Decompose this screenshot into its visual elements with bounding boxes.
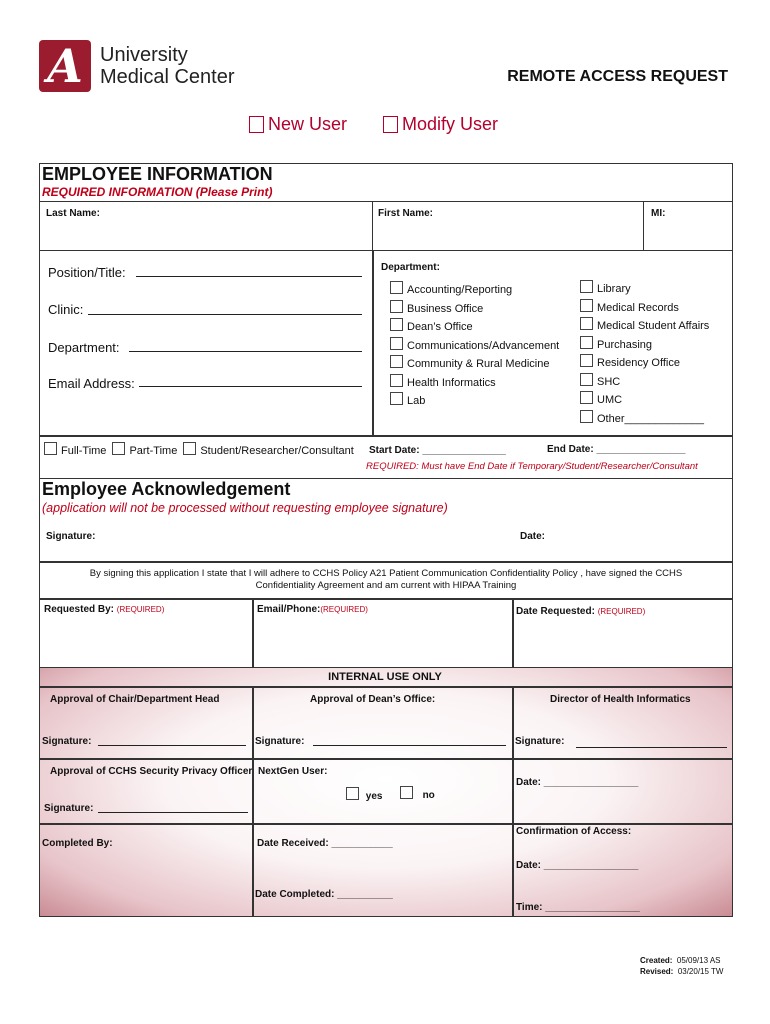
last-name-label: Last Name: xyxy=(46,208,100,219)
new-user-option[interactable] xyxy=(249,114,347,135)
director-label: Director of Health Informatics xyxy=(550,694,691,705)
divider xyxy=(252,598,254,668)
dept-option[interactable]: Business Office xyxy=(390,300,559,319)
divider xyxy=(39,823,733,825)
dept-option[interactable]: Residency Office xyxy=(580,354,709,373)
confirmation-time[interactable]: Time: _________________ xyxy=(516,902,640,913)
position-label: Position/Title: xyxy=(48,265,126,280)
dept-option[interactable]: Medical Student Affairs xyxy=(580,317,709,336)
logo-mark: A xyxy=(39,40,91,92)
requested-by[interactable]: Requested By: (REQUIRED) xyxy=(44,604,165,615)
checkbox[interactable] xyxy=(580,317,593,330)
employment-option[interactable]: Full-Time xyxy=(44,442,106,457)
divider xyxy=(512,598,514,668)
dept-option[interactable]: Dean’s Office xyxy=(390,318,559,337)
end-date[interactable]: End Date: ________________ xyxy=(547,444,686,455)
checkbox[interactable] xyxy=(400,786,413,799)
divider xyxy=(39,758,733,760)
checkbox[interactable] xyxy=(580,410,593,423)
policy-statement: By signing this application I state that I will adhere to CCHS Policy A21 Patient Communication Confidentiality Policy , have signed the CCHS Confidentiality Agreement and am current with HIPAA Training xyxy=(89,568,683,591)
checkbox[interactable] xyxy=(580,354,593,367)
date-requested[interactable]: Date Requested: (REQUIRED) xyxy=(516,606,646,617)
director-signature-label: Signature: xyxy=(515,736,565,747)
completed-by-label: Completed By: xyxy=(42,838,113,849)
modify-user-label: Modify User xyxy=(402,114,499,134)
first-name-label: First Name: xyxy=(378,208,434,219)
nextgen-yes[interactable]: yes xyxy=(346,787,382,802)
checkbox[interactable] xyxy=(44,442,57,455)
employment-option[interactable]: Part-Time xyxy=(112,442,177,457)
new-user-label: New User xyxy=(268,114,348,134)
dept-list-right xyxy=(580,280,709,428)
checkbox[interactable] xyxy=(390,374,403,387)
divider xyxy=(372,250,374,436)
dept-option[interactable]: Library xyxy=(580,280,709,299)
confirmation-label: Confirmation of Access: xyxy=(516,826,632,837)
checkbox[interactable] xyxy=(346,787,359,800)
acknowledgement-heading: Employee Acknowledgement xyxy=(42,479,291,499)
checkbox[interactable] xyxy=(183,442,196,455)
document-title: REMOTE ACCESS REQUEST xyxy=(507,68,728,85)
dept-option[interactable]: Accounting/Reporting xyxy=(390,281,559,300)
employment-option[interactable]: Student/Researcher/Consultant xyxy=(183,442,353,457)
end-date-note: REQUIRED: Must have End Date if Temporary/Student/Researcher/Consultant xyxy=(366,461,698,472)
org-name xyxy=(100,44,235,88)
start-date[interactable]: Start Date: _______________ xyxy=(369,445,506,456)
org-line2: Medical Center xyxy=(100,66,235,88)
email-input[interactable] xyxy=(139,386,362,387)
clinic-label: Clinic: xyxy=(48,302,84,317)
director-date[interactable]: Date: _________________ xyxy=(516,777,639,788)
dept-option[interactable]: SHC xyxy=(580,373,709,392)
date-received[interactable]: Date Received: ___________ xyxy=(257,838,393,849)
employee-heading: EMPLOYEE INFORMATION xyxy=(42,164,273,184)
cchs-signature-input[interactable] xyxy=(98,812,248,813)
org-line1: University xyxy=(100,44,188,66)
dean-signature-input[interactable] xyxy=(313,745,506,746)
mi-label: MI: xyxy=(651,208,666,219)
modify-user-checkbox[interactable] xyxy=(383,116,398,133)
director-signature-input[interactable] xyxy=(576,747,727,748)
required-note: REQUIRED INFORMATION (Please Print) xyxy=(42,185,273,199)
department-input[interactable] xyxy=(129,351,362,352)
confirmation-date[interactable]: Date: _________________ xyxy=(516,860,639,871)
dept-option[interactable]: Community & Rural Medicine xyxy=(390,355,559,374)
cchs-signature-label: Signature: xyxy=(44,803,94,814)
approval-chair-label: Approval of Chair/Department Head xyxy=(50,694,220,705)
dean-signature-label: Signature: xyxy=(255,736,305,747)
dept-option[interactable]: Other_____________ xyxy=(580,410,709,429)
signature-label: Signature: xyxy=(46,531,96,542)
department-label: Department: xyxy=(48,340,120,355)
approval-cchs-label: Approval of CCHS Security Privacy Officer xyxy=(50,766,253,777)
dept-option[interactable]: UMC xyxy=(580,391,709,410)
date-label: Date: xyxy=(520,531,546,542)
internal-heading: INTERNAL USE ONLY xyxy=(328,671,442,683)
checkbox[interactable] xyxy=(390,355,403,368)
chair-signature-label: Signature: xyxy=(42,736,92,747)
dept-list-left xyxy=(390,281,559,411)
email-label: Email Address: xyxy=(48,376,135,391)
position-input[interactable] xyxy=(136,276,362,277)
divider xyxy=(252,686,254,917)
divider xyxy=(39,598,733,600)
chair-signature-input[interactable] xyxy=(98,745,246,746)
acknowledgement-note: (application will not be processed without requesting employee signature) xyxy=(42,501,448,515)
dept-option[interactable]: Lab xyxy=(390,392,559,411)
divider xyxy=(39,561,733,563)
dept-option[interactable]: Purchasing xyxy=(580,336,709,355)
checkbox[interactable] xyxy=(580,280,593,293)
dept-option[interactable]: Health Informatics xyxy=(390,374,559,393)
divider xyxy=(512,686,514,917)
revision-info: Created: 05/09/13 AS Revised: 03/20/15 TW xyxy=(640,956,724,976)
checkbox[interactable] xyxy=(390,318,403,331)
dept-heading: Department: xyxy=(381,262,440,273)
checkbox[interactable] xyxy=(580,391,593,404)
checkbox[interactable] xyxy=(580,299,593,312)
checkbox[interactable] xyxy=(390,281,403,294)
dept-option[interactable]: Medical Records xyxy=(580,299,709,318)
nextgen-no[interactable]: no xyxy=(400,786,435,801)
checkbox[interactable] xyxy=(390,337,403,350)
checkbox[interactable] xyxy=(580,336,593,349)
checkbox[interactable] xyxy=(112,442,125,455)
modify-user-option[interactable] xyxy=(383,114,498,135)
checkbox[interactable] xyxy=(580,373,593,386)
divider xyxy=(39,435,733,437)
dept-option[interactable]: Communications/Advancement xyxy=(390,337,559,356)
checkbox[interactable] xyxy=(390,300,403,313)
date-completed[interactable]: Date Completed: __________ xyxy=(255,889,393,900)
new-user-checkbox[interactable] xyxy=(249,116,264,133)
email-phone[interactable]: Email/Phone:(REQUIRED) xyxy=(257,604,368,615)
approval-dean-label: Approval of Dean’s Office: xyxy=(310,694,436,705)
nextgen-label: NextGen User: xyxy=(258,766,328,777)
divider xyxy=(39,686,733,688)
clinic-input[interactable] xyxy=(88,314,362,315)
checkbox[interactable] xyxy=(390,392,403,405)
employment-types xyxy=(44,442,354,457)
